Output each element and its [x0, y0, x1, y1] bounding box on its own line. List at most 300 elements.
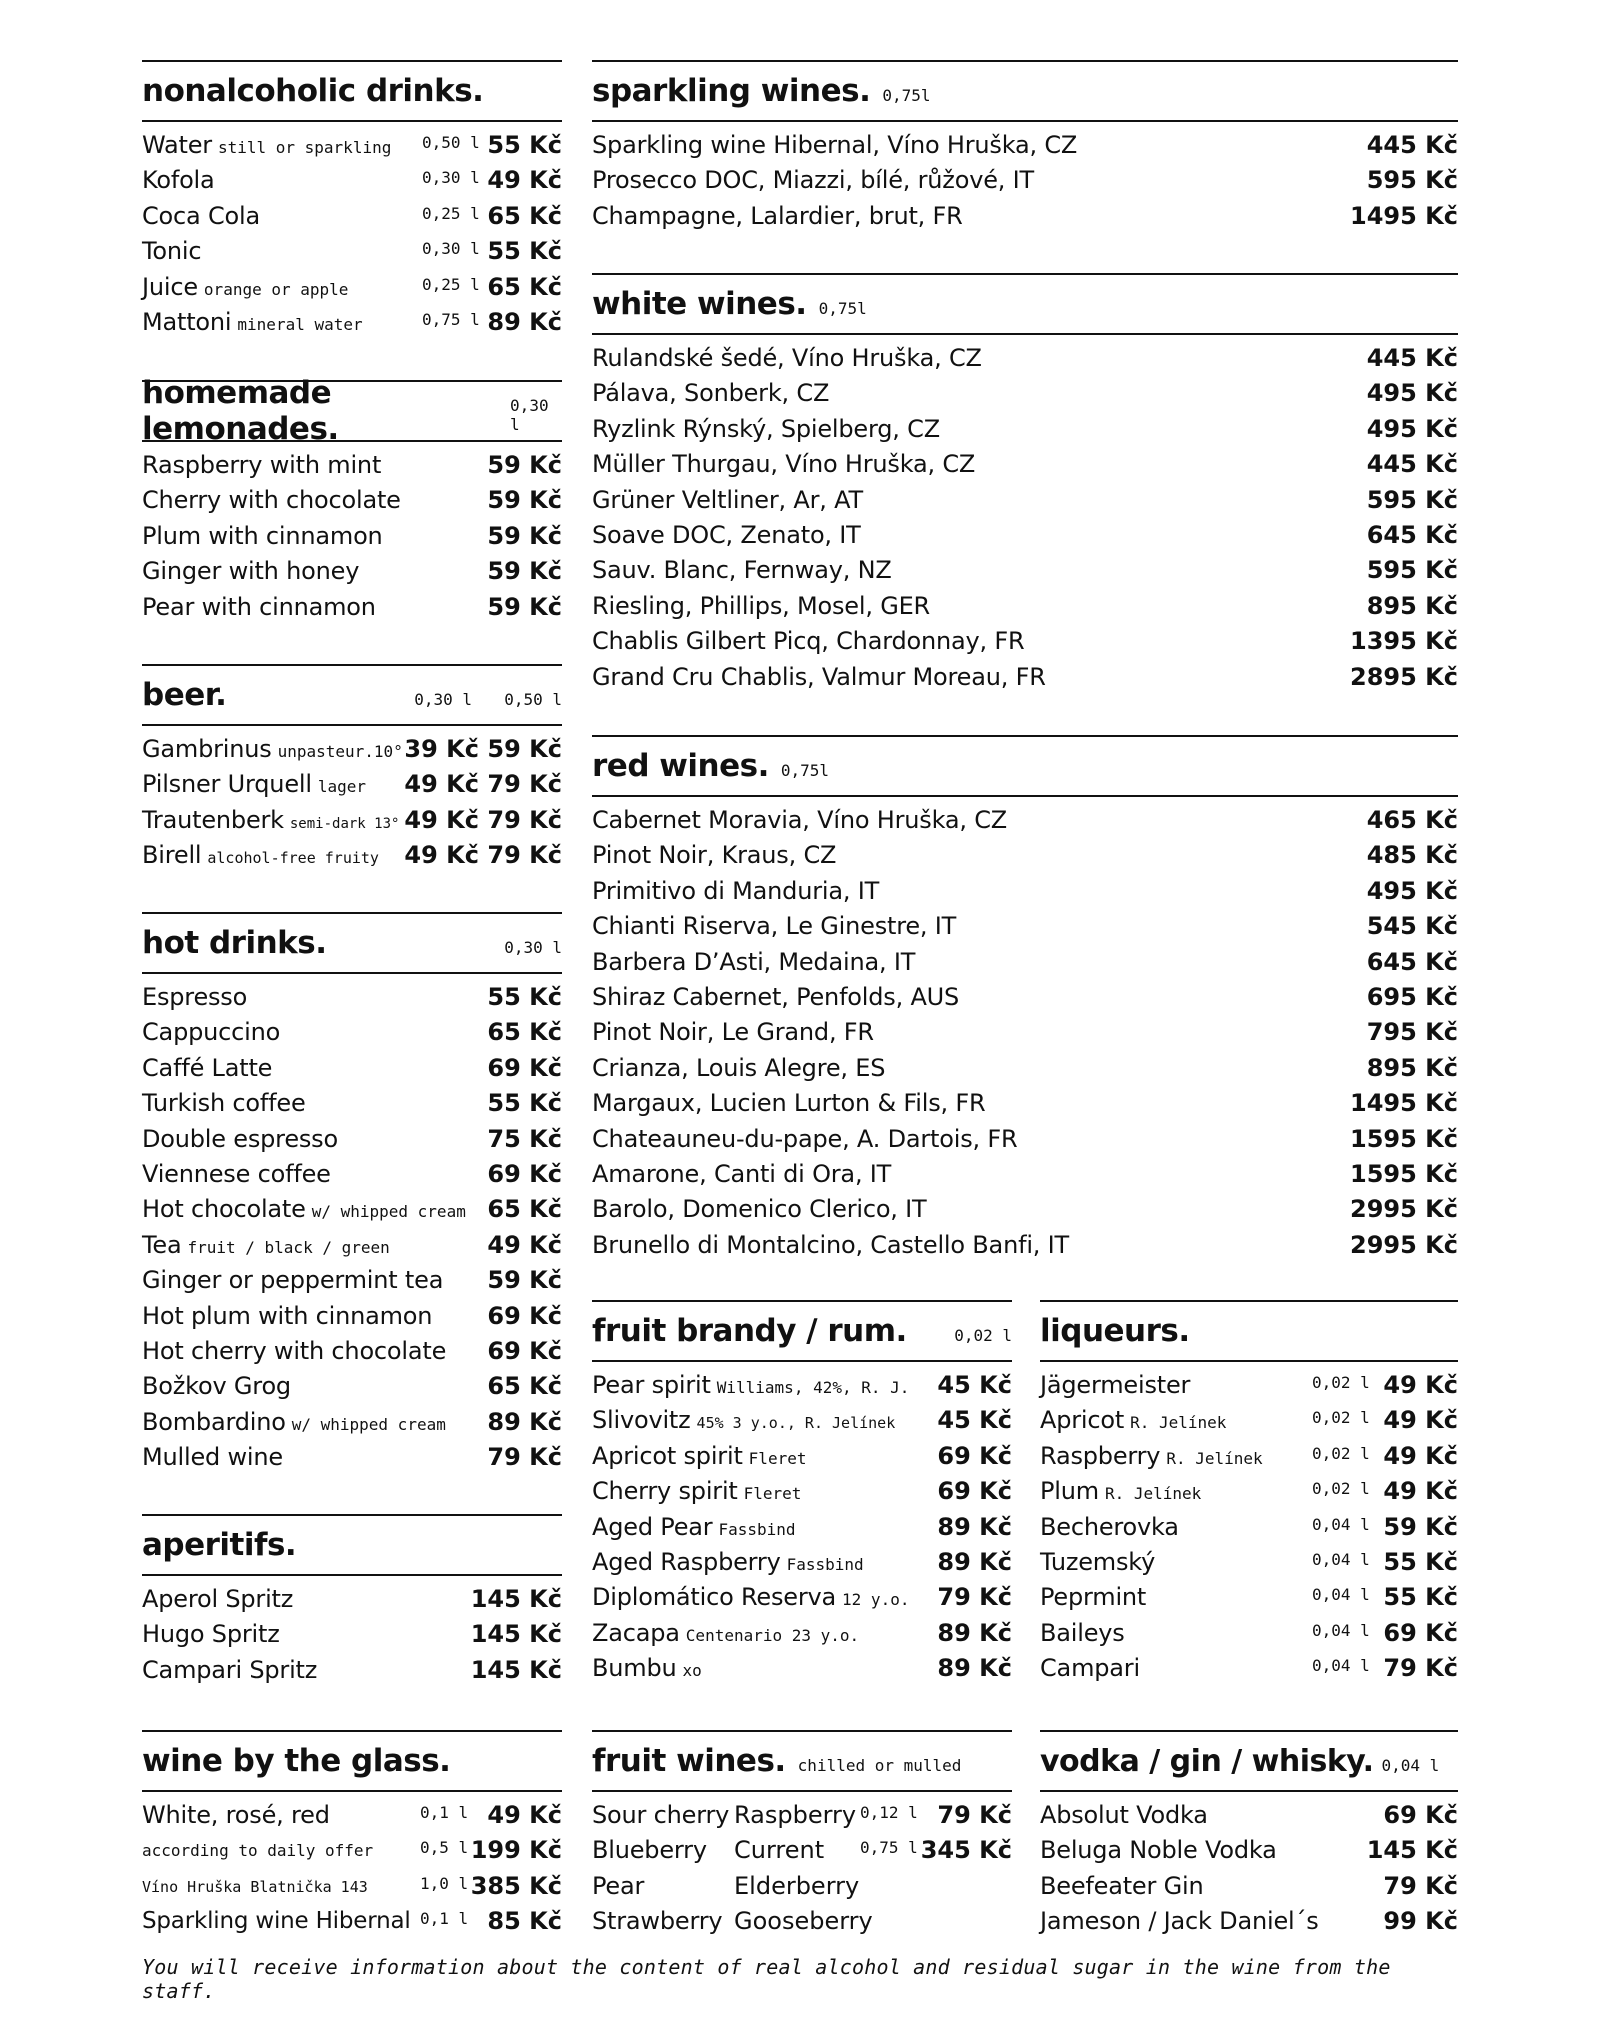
menu-item: [142, 1904, 562, 1939]
section-header: [592, 1732, 1012, 1792]
item-name-left: Sour cherry: [592, 1801, 730, 1829]
section-header: [1040, 1732, 1458, 1792]
section-header: [1040, 1302, 1458, 1362]
menu-item: [1040, 1616, 1458, 1651]
item-price: 55 Kč: [1383, 1583, 1458, 1612]
menu-item: [592, 1228, 1458, 1263]
menu-item: [592, 1015, 1458, 1050]
fruit-wines-section: [592, 1730, 1012, 1940]
item-price: 49 Kč: [487, 166, 562, 195]
menu-item: [142, 483, 562, 518]
item-name: Trautenberk: [142, 805, 284, 834]
item-price: 69 Kč: [487, 1336, 562, 1365]
item-list: [142, 974, 562, 1475]
item-price: 795 Kč: [1366, 1018, 1458, 1047]
menu-item: [1040, 1510, 1458, 1545]
menu-item: [1040, 1545, 1458, 1580]
item-price: 49 Kč: [1383, 1406, 1458, 1435]
menu-item: [142, 1263, 562, 1298]
item-list: [142, 726, 562, 874]
menu-item: [592, 1157, 1458, 1192]
item-price: 145 Kč: [1366, 1836, 1458, 1865]
item-name: Jameson / Jack Daniel´s: [1040, 1907, 1319, 1936]
item-price: 1395 Kč: [1350, 627, 1458, 656]
item-list: [592, 797, 1458, 1263]
volume-small-header: 0,30 l: [414, 689, 472, 709]
menu-item: [592, 1904, 1012, 1939]
section-title: red wines.: [592, 748, 769, 784]
item-price: 59 Kč: [1383, 1512, 1458, 1541]
item-name: Jägermeister: [1040, 1371, 1191, 1399]
menu-item: [142, 1869, 562, 1904]
item-name: Caffé Latte: [142, 1053, 273, 1082]
item-price: 85 Kč: [487, 1907, 562, 1936]
item-name: Double espresso: [142, 1124, 338, 1153]
item-name: Champagne, Lalardier, brut, FR: [592, 201, 963, 230]
menu-item: [592, 945, 1458, 980]
item-name: Slivovitz: [592, 1406, 691, 1435]
item-volume: 0,5 l: [420, 1838, 469, 1858]
item-name: Hot cherry with chocolate: [142, 1336, 447, 1365]
item-name: Sauv. Blanc, Fernway, NZ: [592, 556, 892, 585]
item-name: Pálava, Sonberk, CZ: [592, 379, 830, 408]
menu-item: [142, 163, 562, 198]
menu-item: [1040, 1651, 1458, 1686]
item-detail: orange or apple: [203, 279, 349, 299]
item-name: Cherry with chocolate: [142, 486, 401, 515]
section-title: vodka / gin / whisky.: [1040, 1743, 1374, 1779]
menu-item: [592, 518, 1458, 553]
item-price: 145 Kč: [470, 1585, 562, 1613]
item-detail: semi-dark 13°: [289, 815, 400, 832]
item-price: 79 Kč: [1383, 1654, 1458, 1683]
item-name: Diplomático Reserva: [592, 1583, 837, 1612]
menu-item: [142, 732, 562, 767]
menu-item: [142, 234, 562, 269]
item-name: Plum: [1040, 1477, 1099, 1506]
item-name: White, rosé, red: [142, 1801, 330, 1829]
item-name: Sparkling wine Hibernal, Víno Hruška, CZ: [592, 131, 1078, 159]
item-price: 59 Kč: [487, 521, 562, 550]
item-name: Cabernet Moravia, Víno Hruška, CZ: [592, 806, 1008, 834]
item-volume: 0,12 l: [860, 1803, 918, 1822]
item-price: 445 Kč: [1366, 131, 1458, 159]
section-title: aperitifs.: [142, 1527, 297, 1563]
menu-item: [592, 980, 1458, 1015]
item-name: Brunello di Montalcino, Castello Banfi, IT: [592, 1230, 1069, 1259]
item-price: 65 Kč: [487, 1195, 562, 1224]
item-name-left: Strawberry: [592, 1907, 723, 1936]
menu-item: [592, 660, 1458, 695]
item-price: 59 Kč: [487, 451, 562, 479]
item-detail: Fleret: [748, 1448, 807, 1468]
item-name: Pear spirit: [592, 1371, 711, 1399]
item-price: 55 Kč: [487, 983, 562, 1011]
item-price: 595 Kč: [1366, 556, 1458, 585]
item-name: Tonic: [142, 237, 202, 266]
item-price: 79 Kč: [937, 1801, 1012, 1829]
section-header: [142, 1732, 562, 1792]
item-name: Ryzlink Rýnský, Spielberg, CZ: [592, 414, 940, 443]
item-price: 79 Kč: [937, 1583, 1012, 1612]
menu-item: [592, 1051, 1458, 1086]
menu-item: [142, 1334, 562, 1369]
item-list: [1040, 1792, 1458, 1940]
item-name: Gambrinus: [142, 735, 272, 763]
nonalcoholic-drinks-section: [142, 60, 562, 340]
item-volume: 0,30 l: [422, 239, 480, 259]
item-detail: 45% 3 y.o., R. Jelínek: [696, 1414, 896, 1433]
menu-item: [142, 199, 562, 234]
item-name: Espresso: [142, 983, 248, 1011]
item-name: Bumbu: [592, 1654, 677, 1683]
item-price: 145 Kč: [470, 1655, 562, 1684]
item-detail: R. Jelínek: [1166, 1448, 1263, 1468]
section-title: liqueurs.: [1040, 1313, 1190, 1349]
hot-drinks-section: [142, 912, 562, 1475]
menu-item: [592, 1833, 1012, 1868]
item-name: Mulled wine: [142, 1443, 283, 1472]
menu-item: [142, 305, 562, 340]
item-detail: xo: [682, 1661, 702, 1681]
item-volume: 0,02 l: [1312, 1408, 1370, 1428]
fruit-brandy-rum-section: [592, 1300, 1012, 1687]
menu-item: [1040, 1439, 1458, 1474]
item-name-left: Pear: [592, 1871, 645, 1900]
menu-item: [142, 838, 562, 873]
item-name: Prosecco DOC, Miazzi, bílé, růžové, IT: [592, 166, 1034, 195]
menu-item: [142, 1015, 562, 1050]
menu-item: [1040, 1904, 1458, 1939]
item-detail: unpasteur.10°: [277, 742, 403, 761]
item-list: [592, 1792, 1012, 1940]
item-price: 645 Kč: [1366, 947, 1458, 976]
item-price: 89 Kč: [487, 307, 562, 336]
item-price: 2995 Kč: [1350, 1230, 1458, 1259]
item-detail: 12 y.o.: [842, 1590, 910, 1610]
item-price: 49 Kč: [1383, 1371, 1458, 1399]
item-price: 69 Kč: [487, 1301, 562, 1330]
section-volume: 0,75l: [882, 85, 931, 105]
menu-item: [592, 1474, 1012, 1509]
menu-item: [592, 1616, 1012, 1651]
section-title: homemade lemonades.: [142, 375, 339, 447]
item-volume: 0,02 l: [1312, 1443, 1370, 1463]
menu-item: [142, 1798, 562, 1833]
menu-item: [592, 1798, 1012, 1833]
menu-item: [1040, 1869, 1458, 1904]
menu-item: [142, 803, 562, 838]
item-name: Aperol Spritz: [142, 1585, 294, 1613]
item-volume: 1,0 l: [420, 1873, 469, 1893]
menu-item: [142, 1051, 562, 1086]
section-note: chilled or mulled: [797, 1755, 962, 1775]
item-price: 49 Kč: [1383, 1477, 1458, 1506]
item-name: Beluga Noble Vodka: [1040, 1836, 1277, 1865]
item-name: Aged Pear: [592, 1512, 713, 1541]
item-price: 1595 Kč: [1350, 1124, 1458, 1153]
item-price: 65 Kč: [487, 1372, 562, 1401]
menu-item: [592, 376, 1458, 411]
item-name: Crianza, Louis Alegre, ES: [592, 1053, 886, 1082]
item-price: 89 Kč: [937, 1654, 1012, 1683]
item-detail: w/ whipped cream: [311, 1202, 466, 1222]
item-price: 495 Kč: [1366, 414, 1458, 443]
item-name: Campari Spritz: [142, 1655, 318, 1684]
white-wines-section: [592, 273, 1458, 695]
item-price: 1595 Kč: [1350, 1159, 1458, 1188]
menu-item: [592, 199, 1458, 234]
item-price: 145 Kč: [470, 1620, 562, 1649]
item-price: 69 Kč: [487, 1159, 562, 1188]
item-name: Coca Cola: [142, 201, 260, 230]
menu-item: [142, 1617, 562, 1652]
item-price: 1495 Kč: [1350, 1089, 1458, 1118]
menu-item: [1040, 1403, 1458, 1438]
item-name: Grand Cru Chablis, Valmur Moreau, FR: [592, 662, 1046, 691]
item-price: 495 Kč: [1366, 379, 1458, 408]
section-volume: 0,30 l: [510, 396, 549, 434]
item-volume: 0,04 l: [1312, 1620, 1370, 1640]
item-name: Zacapa: [592, 1618, 680, 1647]
menu-item: [592, 1510, 1012, 1545]
menu-item: [142, 519, 562, 554]
item-price: 2895 Kč: [1350, 662, 1458, 691]
menu-item: [592, 128, 1458, 163]
item-price: 485 Kč: [1366, 841, 1458, 870]
item-price: 79 Kč: [487, 1443, 562, 1472]
menu-item: [142, 1086, 562, 1121]
menu-item: [592, 1086, 1458, 1121]
item-detail: Fassbind: [786, 1554, 864, 1574]
item-price: 645 Kč: [1366, 520, 1458, 549]
menu-item: [592, 341, 1458, 376]
menu-item: [592, 553, 1458, 588]
item-price: 89 Kč: [937, 1547, 1012, 1576]
liqueurs-section: [1040, 1300, 1458, 1687]
section-header: [142, 666, 562, 726]
item-price-large: 79 Kč: [487, 770, 562, 799]
menu-item: [592, 447, 1458, 482]
item-price: 65 Kč: [487, 1018, 562, 1047]
menu-item: [142, 1653, 562, 1688]
menu-item: [592, 1368, 1012, 1403]
menu-item: [592, 163, 1458, 198]
menu-item: [592, 1869, 1012, 1904]
item-price: 595 Kč: [1366, 166, 1458, 195]
section-volume-wrap: [932, 1302, 1012, 1360]
item-list: [1040, 1362, 1458, 1687]
item-price: 55 Kč: [487, 131, 562, 159]
item-price: 385 Kč: [470, 1871, 562, 1900]
volume-large-header: 0,50 l: [504, 689, 562, 709]
item-name: Absolut Vodka: [1040, 1801, 1208, 1829]
item-name: Božkov Grog: [142, 1372, 291, 1401]
beer-section: [142, 664, 562, 874]
footer-note: You will receive information about the content of real alcohol and residual sugar in the wine from the staff.: [142, 1955, 1391, 2003]
item-price-small: 49 Kč: [404, 841, 479, 870]
menu-item: [142, 1122, 562, 1157]
item-name-right: Current: [734, 1836, 825, 1865]
item-name: Pear with cinnamon: [142, 592, 376, 621]
item-name: Soave DOC, Zenato, IT: [592, 520, 861, 549]
item-volume: 0,25 l: [422, 274, 480, 294]
menu-item: [142, 590, 562, 625]
vodka-gin-whisky-section: [1040, 1730, 1458, 1940]
menu-item: [142, 1440, 562, 1475]
item-name: Chateauneu-du-pape, A. Dartois, FR: [592, 1124, 1018, 1153]
item-price: 55 Kč: [487, 237, 562, 266]
item-detail: w/ whipped cream: [291, 1414, 446, 1434]
item-detail: Williams, 42%, R. J.: [716, 1378, 910, 1397]
item-name: Beefeater Gin: [1040, 1871, 1204, 1900]
item-detail: mineral water: [237, 314, 363, 334]
menu-item: [592, 1122, 1458, 1157]
item-volume: 0,04 l: [1312, 1514, 1370, 1534]
item-name: Chianti Riserva, Le Ginestre, IT: [592, 912, 957, 941]
item-price: 345 Kč: [920, 1836, 1012, 1865]
section-title: sparkling wines.: [592, 73, 871, 109]
item-name: Pinot Noir, Kraus, CZ: [592, 841, 837, 870]
item-price: 99 Kč: [1383, 1907, 1458, 1936]
item-name: Aged Raspberry: [592, 1547, 781, 1576]
item-name: Becherovka: [1040, 1512, 1179, 1541]
sparkling-wines-section: [592, 60, 1458, 234]
section-header: [142, 375, 562, 447]
item-price: 55 Kč: [487, 1089, 562, 1118]
item-volume: 0,50 l: [422, 133, 480, 152]
item-name: Baileys: [1040, 1618, 1125, 1647]
menu-item: [1040, 1580, 1458, 1615]
menu-item: [592, 874, 1458, 909]
item-list: [142, 122, 562, 340]
section-title: nonalcoholic drinks.: [142, 73, 484, 109]
menu-item: [142, 128, 562, 163]
section-title: wine by the glass.: [142, 1743, 451, 1779]
menu-item: [142, 1405, 562, 1440]
menu-item: [592, 838, 1458, 873]
menu-item: [1040, 1474, 1458, 1509]
menu-item: [1040, 1798, 1458, 1833]
item-name: Primitivo di Manduria, IT: [592, 876, 880, 905]
item-detail: lager: [317, 777, 366, 797]
item-list: [142, 442, 562, 625]
item-price-large: 79 Kč: [487, 805, 562, 834]
item-name: Ginger with honey: [142, 557, 360, 586]
section-volume: 0,75l: [818, 298, 867, 318]
section-volume: 0,02 l: [954, 1325, 1012, 1345]
item-price-small: 49 Kč: [404, 770, 479, 799]
item-name-right: Elderberry: [734, 1871, 860, 1900]
item-name: Turkish coffee: [142, 1089, 306, 1118]
section-title: hot drinks.: [142, 925, 327, 961]
item-name: Peprmint: [1040, 1583, 1147, 1612]
item-detail: alcohol-free fruity: [207, 849, 379, 868]
section-header: [142, 62, 562, 122]
item-list: [592, 122, 1458, 234]
item-name: Barolo, Domenico Clerico, IT: [592, 1195, 927, 1224]
item-price: 45 Kč: [937, 1371, 1012, 1399]
menu-item: [142, 1582, 562, 1617]
item-price: 2995 Kč: [1350, 1195, 1458, 1224]
section-volume: 0,75l: [780, 760, 830, 780]
item-volume: 0,1 l: [420, 1803, 469, 1822]
menu-item: [142, 448, 562, 483]
item-price: 79 Kč: [1383, 1871, 1458, 1900]
item-name: Kofola: [142, 166, 215, 195]
beer-volume-headers: [402, 666, 562, 724]
item-name-left: Blueberry: [592, 1836, 707, 1865]
item-price: 89 Kč: [487, 1407, 562, 1436]
section-header: [592, 1302, 1012, 1362]
item-list: [592, 1362, 1012, 1687]
menu-item: [592, 589, 1458, 624]
item-name: Chablis Gilbert Picq, Chardonnay, FR: [592, 627, 1025, 656]
item-price: 1495 Kč: [1350, 201, 1458, 230]
menu-item: [592, 1403, 1012, 1438]
menu-item: [592, 483, 1458, 518]
item-name: Plum with cinnamon: [142, 521, 383, 550]
item-price: 595 Kč: [1366, 485, 1458, 514]
wine-by-the-glass-section: [142, 1730, 562, 1940]
item-name: Birell: [142, 841, 202, 870]
section-title: beer.: [142, 677, 227, 713]
item-price: 59 Kč: [487, 557, 562, 586]
item-price: 495 Kč: [1366, 876, 1458, 905]
item-name: Mattoni: [142, 307, 232, 336]
menu-item: [142, 554, 562, 589]
section-volume: 0,04 l: [1381, 1755, 1440, 1775]
item-name: Cherry spirit: [592, 1477, 738, 1506]
menu-item: [592, 1545, 1012, 1580]
item-name: Cappuccino: [142, 1018, 281, 1047]
item-name: Apricot: [1040, 1406, 1125, 1435]
item-price: 59 Kč: [487, 486, 562, 515]
item-price: 895 Kč: [1366, 1053, 1458, 1082]
item-price-large: 59 Kč: [487, 735, 562, 763]
red-wines-section: [592, 735, 1458, 1263]
item-name: Müller Thurgau, Víno Hruška, CZ: [592, 450, 976, 479]
item-price: 445 Kč: [1366, 344, 1458, 372]
section-header: [592, 737, 1458, 797]
menu-item: [142, 980, 562, 1015]
item-name: Margaux, Lucien Lurton & Fils, FR: [592, 1089, 986, 1118]
item-price: 65 Kč: [487, 272, 562, 301]
item-volume: 0,04 l: [1312, 1656, 1370, 1676]
item-list: [592, 335, 1458, 695]
item-price: 545 Kč: [1366, 912, 1458, 941]
menu-item: [142, 1192, 562, 1227]
menu-item: [592, 1439, 1012, 1474]
item-price: 465 Kč: [1366, 806, 1458, 834]
item-price: 199 Kč: [470, 1836, 562, 1865]
item-list: [142, 1792, 562, 1940]
item-price-large: 79 Kč: [487, 841, 562, 870]
item-name: Viennese coffee: [142, 1159, 331, 1188]
item-price: 59 Kč: [487, 592, 562, 621]
item-name: Grüner Veltliner, Ar, AT: [592, 485, 863, 514]
item-volume: 0,04 l: [1312, 1585, 1370, 1605]
section-header: [142, 914, 562, 974]
item-price: 59 Kč: [487, 1266, 562, 1295]
aperitifs-section: [142, 1514, 562, 1688]
item-name: Raspberry: [1040, 1441, 1161, 1470]
menu-item: [142, 1157, 562, 1192]
menu-item: [142, 1833, 562, 1868]
item-name: Campari: [1040, 1654, 1140, 1683]
menu-item: [1040, 1833, 1458, 1868]
section-header: [142, 1516, 562, 1576]
